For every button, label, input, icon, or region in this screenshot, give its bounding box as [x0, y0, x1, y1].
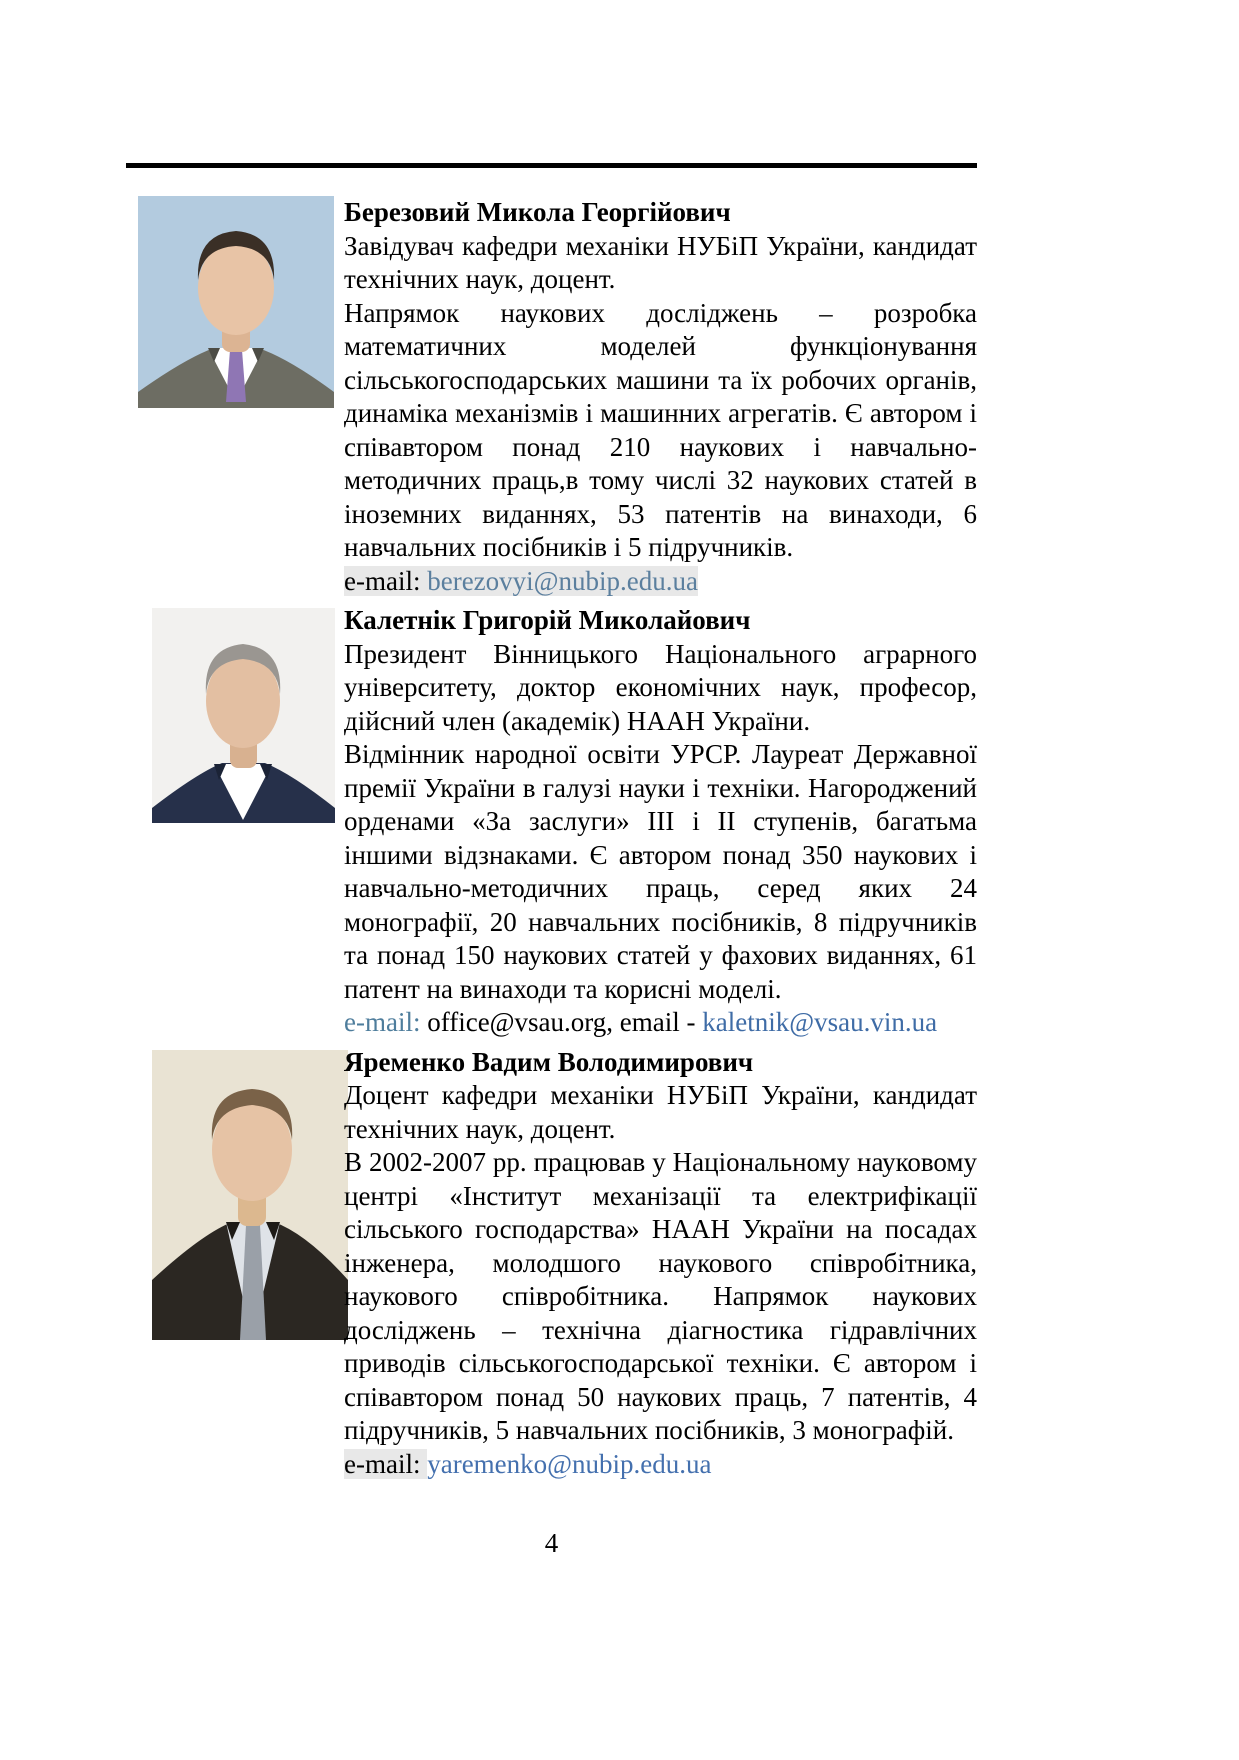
bio-paragraph-research: Напрямок наукових досліджень – розробка математичних моделей функціонування сільськогосподарських машини та їх робочих органів, динаміка механізмів і машинних агрегатів. Є автором і співавтором понад 210 наукових і навчально-методичних праць,в тому числі 32 наукових статей в іноземних виданнях, 53 патентів на винаходи, 6 навчальних посібників і 5 підручників. [344, 297, 977, 562]
email-office-text[interactable]: office@vsau.org, email - [420, 1007, 703, 1037]
bio-section-yaremenko [126, 1046, 977, 1482]
page-content [126, 196, 977, 1481]
photo-column [126, 1046, 344, 1340]
email-line [344, 1006, 977, 1040]
bio-paragraph-position: Президент Вінницького Національного аграрного університету, доктор економічних наук, професор, дійсний член (академік) НААН України. [344, 638, 977, 736]
portrait-photo-yaremenko [152, 1050, 348, 1340]
bio-text [344, 604, 977, 1040]
bio-text [344, 196, 977, 598]
email-label: e-mail: [344, 565, 428, 596]
bio-section-berezovyi [126, 196, 977, 598]
author-name: Калетнік Григорій Миколайович [344, 605, 751, 635]
author-name: Березовий Микола Георгійович [344, 197, 731, 227]
bio-paragraph-career: В 2002-2007 рр. працював у Національному науковому центрі «Інститут механізації та електрифікації сільського господарства» НААН України на посадах інженера, молодшого наукового співробітника, наукового співробітника. Напрямок наукових досліджень – технічна діагностика гідравлічних приводів сільськогосподарської техніки. Є автором і співавтором понад 50 наукових праць, 7 патентів, 4 підручників, 5 навчальних посібників, 3 монографій. [344, 1147, 977, 1445]
author-name: Яременко Вадим Володимирович [344, 1046, 754, 1077]
bio-text [344, 1046, 977, 1482]
email-link[interactable]: yaremenko@nubip.edu.ua [427, 1448, 712, 1479]
email-label: e-mail: [344, 1448, 428, 1479]
photo-column [126, 196, 344, 408]
email-line [344, 565, 977, 599]
bio-paragraph-position: Доцент кафедри механіки НУБіП України, кандидат технічних наук, доцент. [344, 1080, 977, 1144]
email-link[interactable]: kaletnik@vsau.vin.ua [702, 1007, 938, 1037]
email-line [344, 1448, 977, 1482]
portrait-photo-berezovyi [138, 196, 334, 408]
bio-section-kaletnik [126, 604, 977, 1040]
bio-paragraph-achievements: Відмінник народної освіти УРСР. Лауреат Державної премії України в галузі науки і техніки. Нагороджений орденами «За заслуги» III і II ступенів, багатьма іншими відзнаками. Є автором понад 350 наукових і навчально-методичних праць, серед яких 24 монографії, 20 навчальних посібників, 8 підручників та понад 150 наукових статей у фахових виданнях, 61 патент на винаходи та корисні моделі. [344, 739, 977, 1004]
bio-paragraph-position: Завідувач кафедри механіки НУБіП України, кандидат технічних наук, доцент. [344, 230, 977, 294]
email-link[interactable]: berezovyi@nubip.edu.ua [427, 565, 698, 596]
portrait-photo-kaletnik [152, 608, 335, 823]
top-horizontal-rule [126, 163, 977, 168]
photo-column [126, 604, 344, 823]
page-number: 4 [544, 1528, 559, 1558]
email-label: e-mail: [344, 1007, 421, 1037]
